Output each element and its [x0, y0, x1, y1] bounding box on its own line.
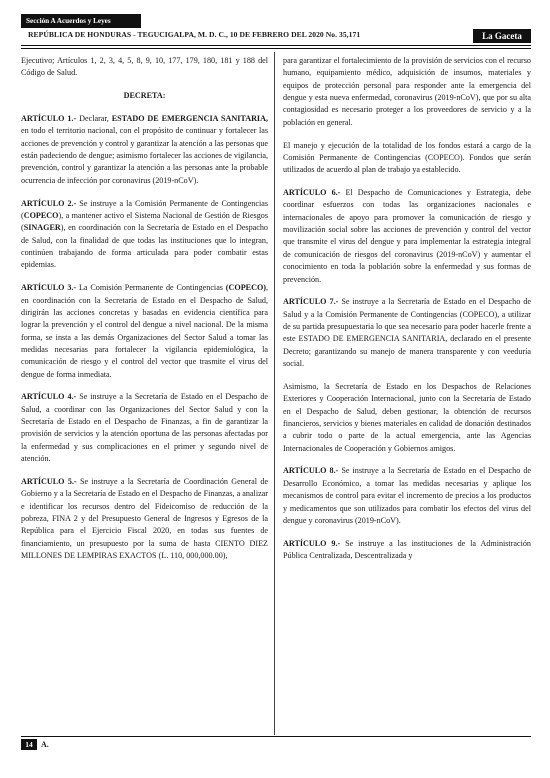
section-letter: A. — [41, 740, 49, 749]
article-label: ARTÍCULO 2.- — [21, 198, 77, 208]
funds-paragraph: El manejo y ejecución de la totalidad de los fondos estará a cargo de la Comisión Permanente de Contingencias (COPECO). Fondos que serán utilizados de acuerdo al plan de trabajo ya establecido. — [283, 140, 531, 175]
article-label: ARTÍCULO 5.- — [21, 476, 77, 486]
article-text: Se instruye a la Secretaría de Coordinación General de Gobierno y a la Secretaría de Estado en el Despacho de Finanzas, a analizar e identificar los recursos dentro del Fideicomiso de reducción de la pobreza, FINA 2 y del Presupuesto General de Ingresos y Egresos de la República para el Ejercicio Fiscal 2020, en todas sus fuentes de financiamiento, un presupuesto por la suma de hasta CIENTO DIEZ MILLONES DE LEMPIRAS EXACTOS (L. 110, 000,000.00), — [21, 476, 268, 561]
article-2 — [21, 198, 268, 272]
article-5 — [21, 476, 268, 562]
article-text: Se instruye a la Secretaría de Estado en el Despacho de Desarrollo Económico, a tomar las medidas necesarias y aplique los mecanismos de control para evitar el incremento de precios a los productos y medicamentos que son utilizados para combatir los efectos del virus del dengue y coronavirus (2019-nCoV). — [283, 466, 531, 525]
article-label: ARTÍCULO 8.- — [283, 466, 339, 476]
article-7 — [283, 296, 531, 370]
article-emphasis: ESTADO DE EMERGENCIA SANITARIA, — [111, 114, 268, 124]
article-text: Declarar, — [76, 114, 112, 124]
article-8 — [283, 465, 531, 527]
footer-rule — [21, 736, 531, 737]
article-text: Se instruye a la Secretaría de Estado en el Despacho de Salud y a la Comisión Permanente de Contingencias (COPECO), a utilizar de su partida presupuestaria lo que sea necesario para poder hacerle frente a este ESTADO DE EMERGENCIA SANITARIA, declarado en el presente Decreto; garantizando su manejo de manera transparente y con veeduría social. — [283, 297, 531, 369]
publication-badge: La Gaceta — [473, 29, 531, 43]
article-3 — [21, 282, 268, 381]
article-emphasis: COPECO — [23, 210, 59, 220]
article-9 — [283, 538, 531, 563]
column-divider — [274, 52, 275, 735]
continuation-paragraph: para garantizar el fortalecimiento de la provisión de servicios con el recurso humano, equipamiento médico, adquisición de insumos, materiales y equipos de protección personal para responder ante la emergencia del dengue y esta nueva enfermedad, coronavirus (2019-nCoV), que por su alta contagiosidad es necesario proteger a los proveedores de servicio y a la población en general. — [283, 56, 531, 127]
cooperation-paragraph: Asimismo, la Secretaría de Estado en los Despachos de Relaciones Exteriores y Cooperación Internacional, junto con la Secretaría de Estado en el Despacho de Salud, deben gestionar, la obtención de recursos financieros, servicios y bienes materiales en calidad de donación destinados a cubrir todo o parte de la actual emergencia, ante las Agencias Internacionales de Cooperación y Gobiernos amigos. — [283, 381, 531, 453]
article-4 — [21, 391, 268, 465]
article-text: en todo el territorio nacional, con el propósito de continuar y fortalecer las acciones de prevención y control y garantizar la atención a las personas que están padeciendo de dengue; asimismo fortalecer las acciones de vigilancia, prevención, control y garantizar la atención a las personas ante la probable ocurrencia de infección por coronavirus (2019-nCoV). — [21, 126, 268, 185]
article-label: ARTÍCULO 3.- — [21, 283, 77, 293]
article-text: , en coordinación con la Secretaría de Estado en el Despacho de Salud, dirigirán las acciones concretas y basadas en evidencia científica para lograr la prevención y el control del dengue a nivel nacional. De la misma forma, se insta a las demás Organizaciones del Sector Salud a tomar las medidas necesarias para fortalecer la vigilancia epidemiológica, la comunicación de riesgo y el control del vector que trasmite el virus del dengue de forma inmediata. — [21, 283, 268, 379]
right-column — [283, 55, 531, 573]
article-text: Se instruye a la Secretaría de Estado en el Despacho de Salud, a coordinar con las Organizaciones del Sector Salud y con la Secretaría de Estado en el Despacho de Finanzas, a fin de garantizar la provisión de servicios y la atención oportuna de las personas afectadas por la enfermedad y sus complicaciones en el primer y segundo nivel de atención. — [21, 392, 268, 464]
masthead-line: REPÚBLICA DE HONDURAS - TEGUCIGALPA, M. D. C., 10 DE FEBRERO DEL 2020 No. 35,171 — [28, 30, 361, 39]
article-emphasis: SINAGER — [23, 223, 61, 233]
intro-paragraph: Ejecutivo; Artículos 1, 2, 3, 4, 5, 8, 9, 10, 177, 179, 180, 181 y 188 del Código de Salud. — [21, 56, 268, 78]
decreta-heading: DECRETA: — [123, 91, 166, 101]
article-label: ARTÍCULO 1.- — [21, 114, 77, 124]
article-6 — [283, 187, 531, 286]
article-text: La Comisión Permanente de Contingencias — [76, 283, 226, 293]
article-text: El Despacho de Comunicaciones y Estrategia, debe coordinar esfuerzos con todas las organizaciones nacionales e internacionales de apoyo para promover la comunicación de riesgo y movilización social sobre las acciones de prevención y control del vector que transmite el virus del dengue y para implementar la estrategia integral de comunicación de riesgos del coronavirus (2019-nCoV) y aumentar el conocimiento en toda la población sobre la enfermedad y sus formas de prevención. — [283, 188, 531, 284]
article-label: ARTÍCULO 4.- — [21, 392, 77, 402]
article-emphasis: (COPECO) — [225, 283, 266, 293]
article-text: Se instruye a las instituciones de la Administración Pública Centralizada, Descentralizada y — [283, 538, 531, 561]
article-label: ARTÍCULO 6.- — [283, 188, 341, 198]
left-column — [21, 55, 268, 573]
article-text: Se instruye a la Comisión Permanente de Contingencias ( — [21, 198, 268, 220]
section-label: Sección A Acuerdos y Leyes — [21, 14, 141, 28]
header-rule — [21, 45, 531, 46]
article-text: ), en coordinación con la Secretaría de Estado en el Despacho de Salud, con la finalidad de que todas las instituciones que lo integran, continúen trabajando de forma articulada para poder combatir estas epidemias. — [21, 223, 268, 270]
article-text: ), a mantener activo el Sistema Nacional de Gestión de Riesgos ( — [21, 210, 268, 233]
header-rule-thin — [21, 48, 531, 49]
page-number: 14 — [21, 739, 37, 750]
article-1 — [21, 113, 268, 187]
article-label: ARTÍCULO 7.- — [283, 297, 339, 307]
article-label: ARTÍCULO 9.- — [283, 538, 341, 548]
